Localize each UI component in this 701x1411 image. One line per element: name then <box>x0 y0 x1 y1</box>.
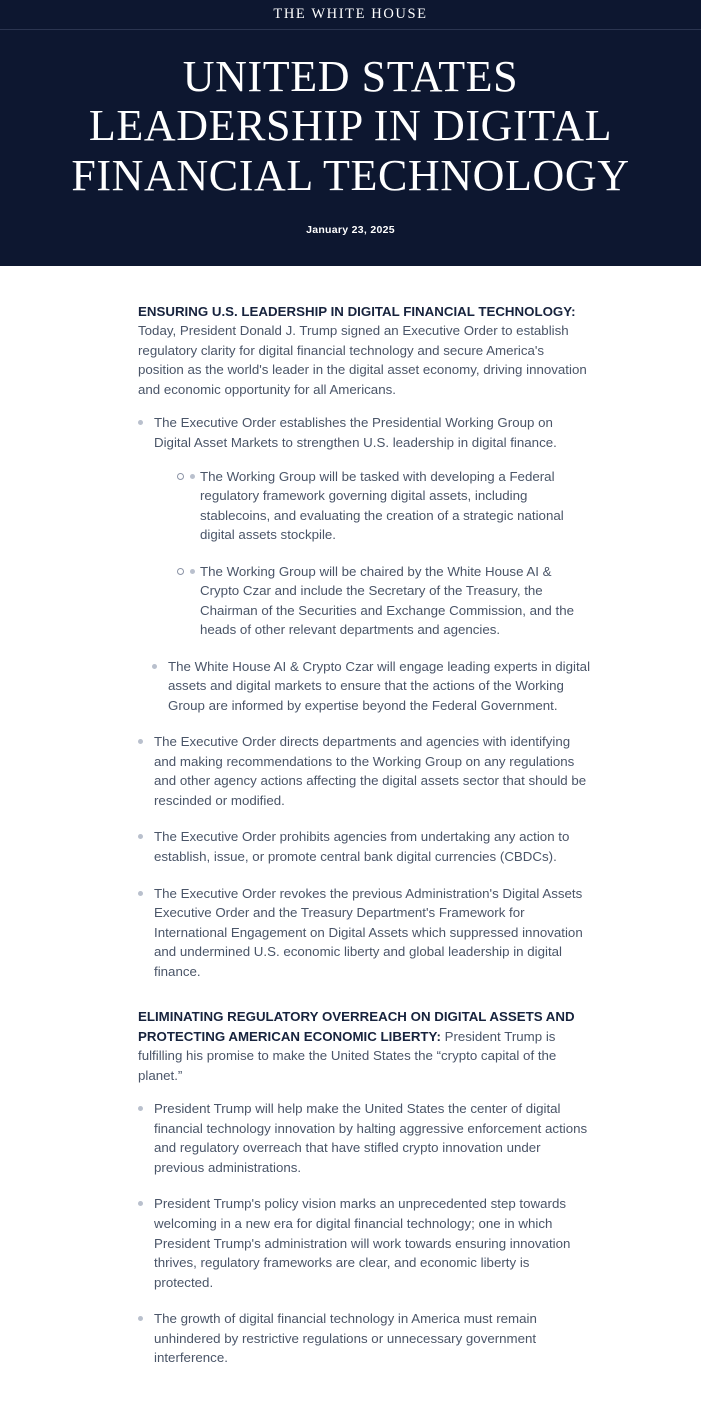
masthead <box>0 0 701 266</box>
list-item <box>138 1194 591 1292</box>
list-item-text: The Executive Order establishes the Presidential Working Group on Digital Asset Markets to strengthen U.S. leadership in digital finance. <box>154 415 557 450</box>
list-item <box>138 413 591 639</box>
list-item-text: The Executive Order prohibits agencies from undertaking any action to establish, issue, or promote central bank digital currencies (CBDCs). <box>154 829 570 865</box>
list-item-text: The Working Group will be chaired by the White House AI & Crypto Czar and include the Secretary of the Treasury, the Chairman of the Securities and Exchange Commission, and the heads of other relevant departments and agencies. <box>200 563 574 638</box>
masthead-bar <box>0 0 701 30</box>
list-item-text: The growth of digital financial technology in America must remain unhindered by restrictive regulations or unnecessary government interference. <box>154 1311 537 1366</box>
section-two-lead: ELIMINATING REGULATORY OVERREACH ON DIGITAL ASSETS AND PROTECTING AMERICAN ECONOMIC LIBERTY: <box>138 1009 575 1044</box>
list-item-text: The Executive Order directs departments and agencies with identifying and making recommendations to the Working Group on any regulations and other agency actions affecting the digital assets sector that should be rescinded or modified. <box>154 734 587 808</box>
list-item-text: President Trump will help make the United States the center of digital financial technology innovation by halting aggressive enforcement actions and regulatory overreach that have stifled crypto innovation under previous administrations. <box>154 1101 588 1175</box>
list-item <box>138 732 591 810</box>
list-item-text: The Working Group will be tasked with developing a Federal regulatory framework governing digital assets, including stablecoins, and evaluating the creation of a strategic national digital assets stockpile. <box>200 468 564 543</box>
section-two-text: President Trump is fulfilling his promise to make the United States the “crypto capital of the planet.” <box>138 1028 557 1083</box>
page-title: UNITED STATES LEADERSHIP IN DIGITAL FINANCIAL TECHNOLOGY <box>71 52 630 200</box>
site-brand[interactable]: THE WHITE HOUSE <box>273 6 428 22</box>
hero <box>0 30 701 266</box>
bullet-list-nested <box>154 467 591 640</box>
list-item <box>138 1099 591 1177</box>
list-item-text: The Executive Order revokes the previous Administration's Digital Assets Executive Order and the Treasury Department's Framework for International Engagement on Digital Assets which suppressed innovation and undermined U.S. economic liberty and global leadership in digital finance. <box>154 885 583 979</box>
list-item <box>177 562 591 640</box>
list-item <box>152 657 591 716</box>
bullet-list-primary <box>138 413 591 981</box>
intro-paragraph <box>138 302 591 400</box>
list-item <box>138 1309 591 1368</box>
article-body <box>0 266 701 1411</box>
list-item-text: President Trump's policy vision marks an unprecedented step towards welcoming in a new era for digital financial technology; one in which President Trump's administration will work towards ensuring innovation thrives, regulatory frameworks are clear, and economic liberty is protected. <box>154 1196 571 1290</box>
bullet-list-secondary <box>138 1099 591 1367</box>
list-item <box>138 827 591 866</box>
section-two-heading <box>138 1007 591 1085</box>
list-item-text: The White House AI & Crypto Czar will engage leading experts in digital assets and digital markets to ensure that the actions of the Working Group are informed by expertise beyond the Federal Government. <box>168 658 591 713</box>
intro-text: Today, President Donald J. Trump signed an Executive Order to establish regulatory clarity for digital financial technology and secure America's position as the world's leader in the digital asset economy, driving innovation and economic opportunity for all Americans. <box>138 323 587 397</box>
intro-lead: ENSURING U.S. LEADERSHIP IN DIGITAL FINANCIAL TECHNOLOGY: <box>138 303 576 319</box>
publish-date: January 23, 2025 <box>306 223 395 236</box>
list-item <box>138 884 591 982</box>
list-item <box>177 467 591 545</box>
